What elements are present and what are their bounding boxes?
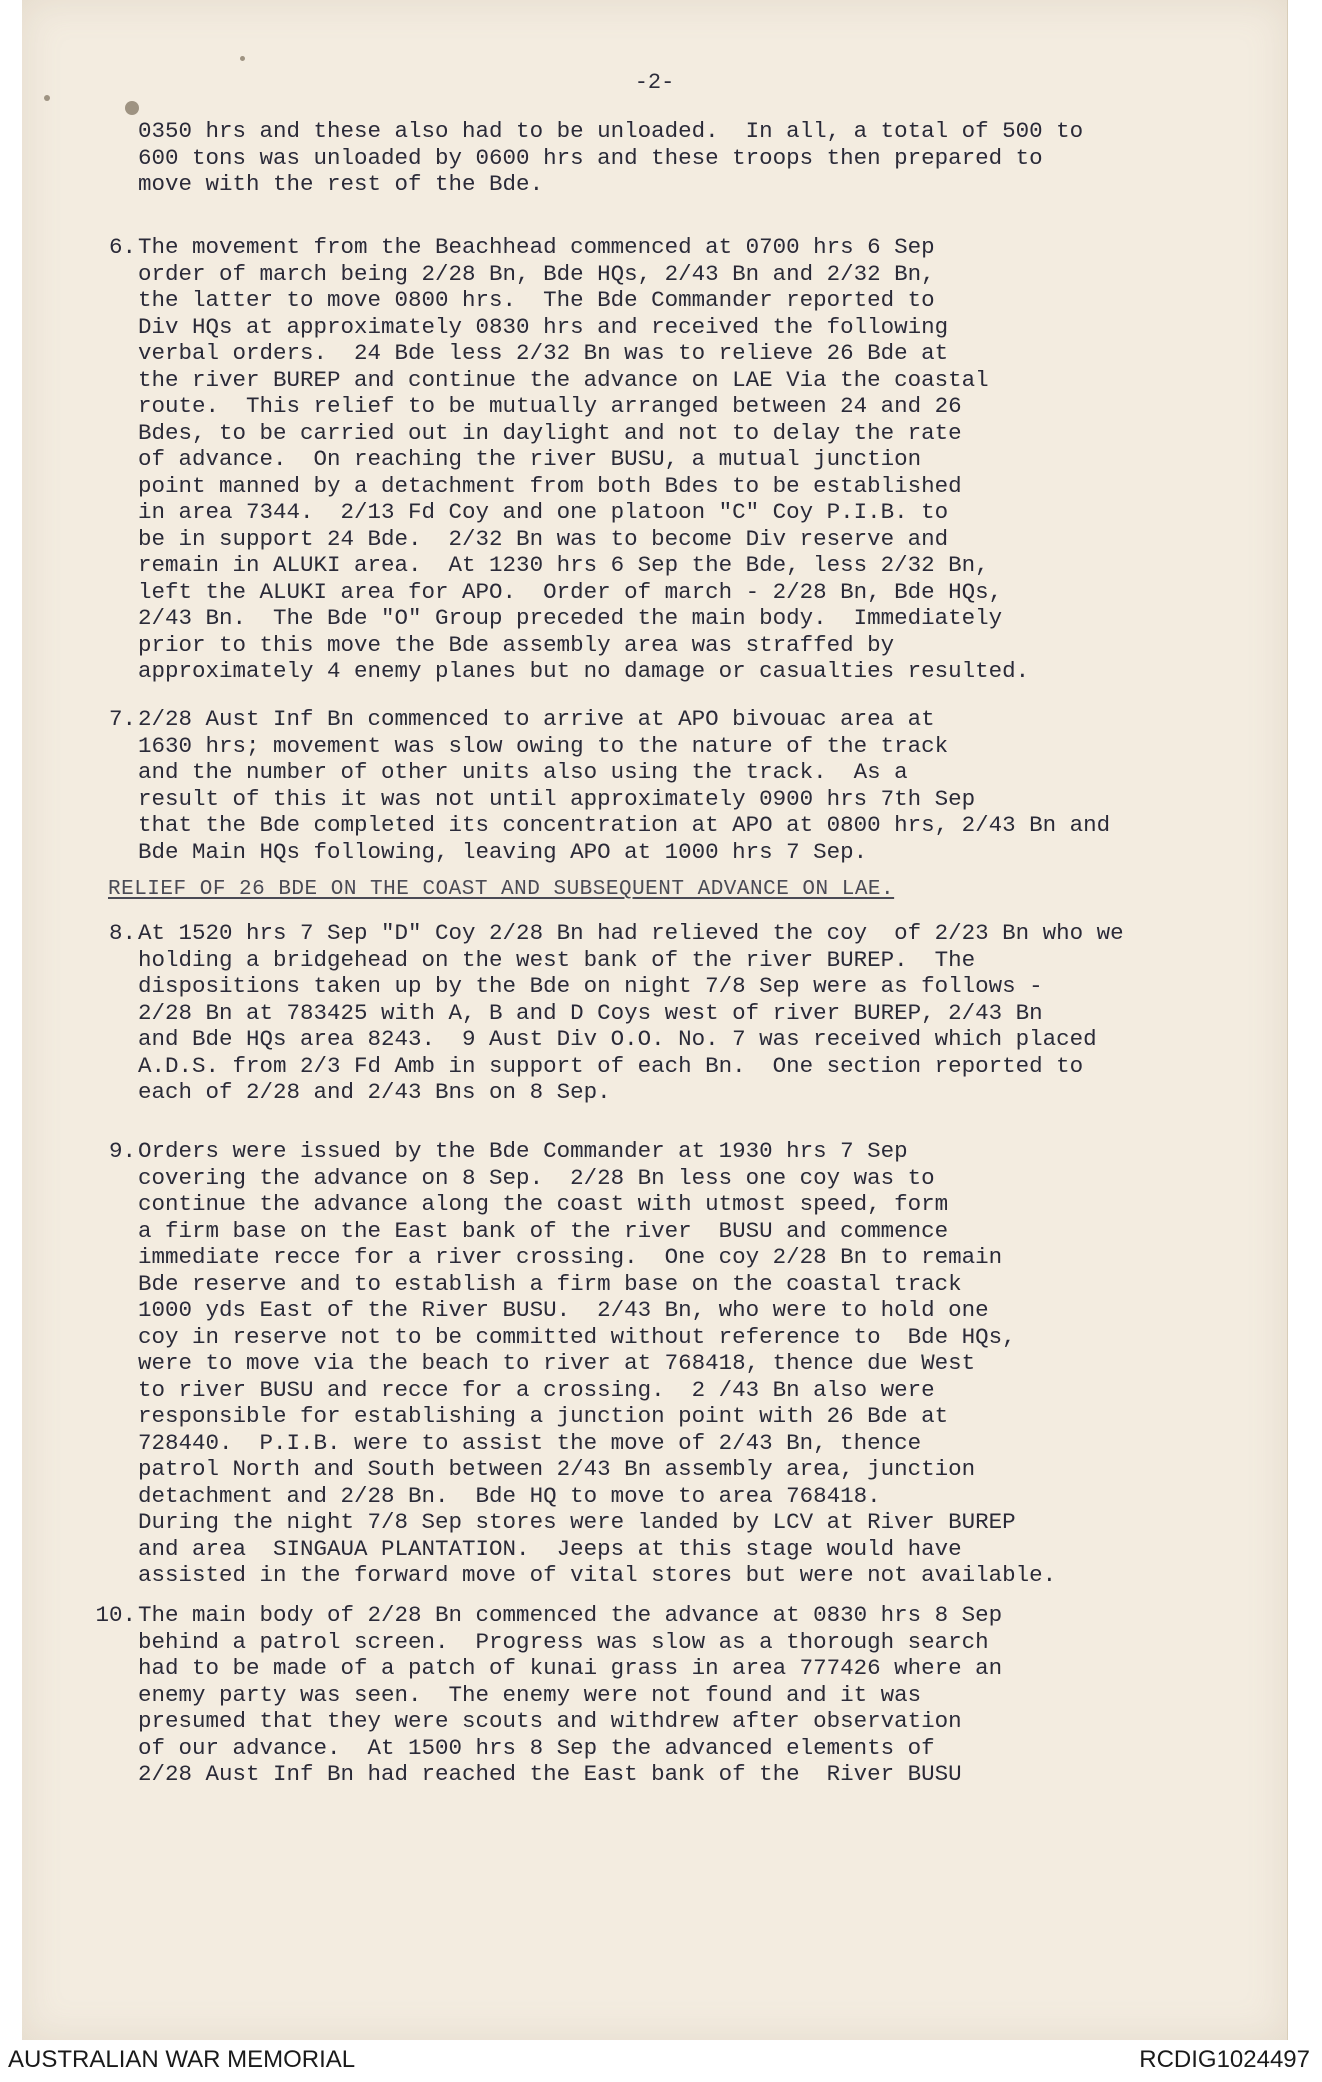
paragraph-number: 10. (95, 1602, 136, 1628)
paragraph-number: 7. (108, 706, 136, 732)
paragraph-9 (108, 1138, 1248, 1589)
paragraph-text: At 1520 hrs 7 Sep "D" Coy 2/28 Bn had relieved the coy of 2/23 Bn who we holding a bridgehead on the west bank of the river BUREP. The dispositions taken up by the Bde on night 7/8 Sep were as follows - 2/28 Bn at 783425 with A, B and D Coys west of river BUREP, 2/43 Bn and Bde HQs area 8243. 9 Aust Div O.O. No. 7 was received which placed A.D.S. from 2/3 Fd Amb in support of each Bn. One section reported to each of 2/28 and 2/43 Bns on 8 Sep. (138, 920, 1124, 1105)
paragraph-number: 8. (108, 920, 136, 946)
section-heading: RELIEF OF 26 BDE ON THE COAST AND SUBSEQUENT ADVANCE ON LAE. (108, 878, 895, 901)
paragraph-text: 2/28 Aust Inf Bn commenced to arrive at APO bivouac area at 1630 hrs; movement was slow owing to the nature of the track and the number of other units also using the track. As a result of this it was not until approximately 0900 hrs 7th Sep that the Bde completed its concentration at APO at 0800 hrs, 2/43 Bn and Bde Main HQs following, leaving APO at 1000 hrs 7 Sep. (138, 706, 1111, 865)
punch-hole (125, 101, 139, 115)
punch-hole (240, 56, 245, 61)
paragraph-number: 6. (108, 234, 136, 260)
paragraph-7 (108, 706, 1248, 865)
paragraph-text: Orders were issued by the Bde Commander at 1930 hrs 7 Sep covering the advance on 8 Sep. 2/28 Bn less one coy was to continue the advance along the coast with utmost speed, form a firm base on the East bank of the river BUSU and commence immediate recce for a river crossing. One coy 2/28 Bn to remain Bde reserve and to establish a firm base on the coastal track 1000 yds East of the River BUSU. 2/43 Bn, who were to hold one coy in reserve not to be committed without reference to Bde HQs, were to move via the beach to river at 768418, thence due West to river BUSU and recce for a crossing. 2 /43 Bn also were responsible for establishing a junction point with 26 Bde at 728440. P.I.B. were to assist the move of 2/43 Bn, thence patrol North and South between 2/43 Bn assembly area, junction detachment and 2/28 Bn. Bde HQ to move to area 768418. During the night 7/8 Sep stores were landed by LCV at River BUREP and area SINGAUA PLANTATION. Jeeps at this stage would have assisted in the forward move of vital stores but were not available. (138, 1138, 1057, 1588)
paragraph-10 (95, 1602, 1248, 1788)
paragraph-number: 9. (108, 1138, 136, 1164)
page-number: -2- (634, 70, 675, 95)
paragraph-text: The main body of 2/28 Bn commenced the advance at 0830 hrs 8 Sep behind a patrol screen. Progress was slow as a thorough search had to be made of a patch of kunai grass in area 777426 where an enemy party was seen. The enemy were not found and it was presumed that they were scouts and withdrew after observation of our advance. At 1500 hrs 8 Sep the advanced elements of 2/28 Aust Inf Bn had reached the East bank of the River BUSU (138, 1602, 1003, 1787)
paragraph-6 (108, 234, 1248, 685)
footer-source: AUSTRALIAN WAR MEMORIAL (8, 2046, 356, 2073)
footer-id: RCDIG1024497 (1139, 2046, 1310, 2073)
paragraph-text: The movement from the Beachhead commenced at 0700 hrs 6 Sep order of march being 2/28 Bn, Bde HQs, 2/43 Bn and 2/32 Bn, the latter to move 0800 hrs. The Bde Commander reported to Div HQs at approximately 0830 hrs and received the following verbal orders. 24 Bde less 2/32 Bn was to relieve 26 Bde at the river BUREP and continue the advance on LAE Via the coastal route. This relief to be mutually arranged between 24 and 26 Bdes, to be carried out in daylight and not to delay the rate of advance. On reaching the river BUSU, a mutual junction point manned by a detachment from both Bdes to be established in area 7344. 2/13 Fd Coy and one platoon "C" Coy P.I.B. to be in support 24 Bde. 2/32 Bn was to become Div reserve and remain in ALUKI area. At 1230 hrs 6 Sep the Bde, less 2/32 Bn, left the ALUKI area for APO. Order of march - 2/28 Bn, Bde HQs, 2/43 Bn. The Bde "O" Group preceded the main body. Immediately prior to this move the Bde assembly area was straffed by approximately 4 enemy planes but no damage or casualties resulted. (138, 234, 1030, 684)
document-page (22, 0, 1288, 2040)
punch-hole (44, 95, 50, 101)
intro-paragraph: 0350 hrs and these also had to be unloaded. In all, a total of 500 to 600 tons was unloaded by 0600 hrs and these troops then prepared to move with the rest of the Bde. (138, 118, 1084, 197)
paragraph-8 (108, 920, 1248, 1106)
